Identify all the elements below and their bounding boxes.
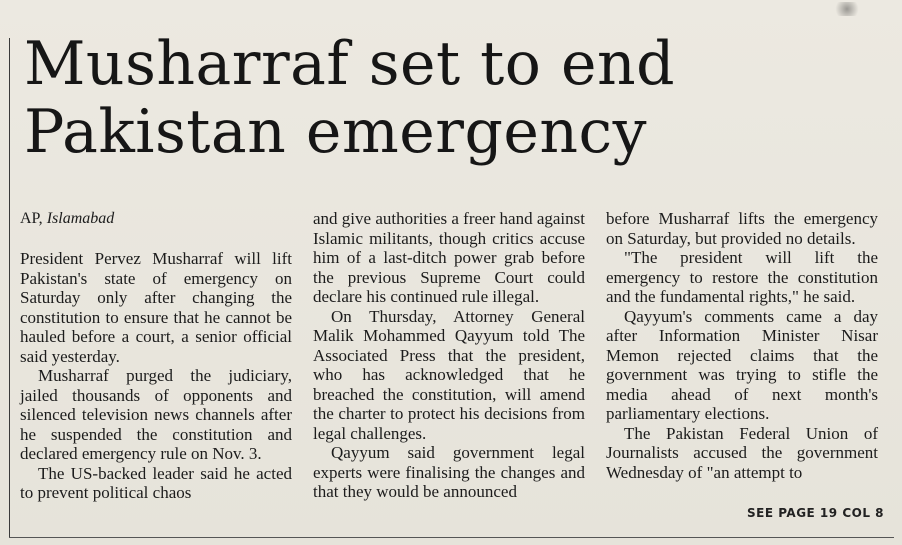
- paragraph: The Pakistan Federal Union of Journalists accused the government Wednesday of "an attempt to: [606, 423, 878, 482]
- dateline: [20, 209, 292, 228]
- paragraph: The US-backed leader said he acted to prevent political chaos: [20, 463, 292, 502]
- dateline-agency: AP,: [20, 210, 43, 227]
- paragraph: President Pervez Musharraf will lift Pakistan's state of emergency on Saturday only after changing the constitution to ensure that he cannot be hauled before a court, a senior official said yesterday.: [20, 249, 292, 366]
- continued-jump-line: SEE PAGE 19 COL 8: [747, 506, 884, 520]
- paragraph: Musharraf purged the judiciary, jailed thousands of opponents and silenced television news channels after he suspended the constitution and declared emergency rule on Nov. 3.: [20, 366, 292, 463]
- left-column-rule: [9, 38, 10, 538]
- paragraph: and give authorities a freer hand against Islamic militants, though critics accuse him of a last-ditch power grab before the previous Supreme Court could declare his continued rule illegal.: [313, 209, 585, 306]
- headline-line-1: Musharraf set to end: [24, 29, 676, 99]
- article-column-3: [606, 209, 878, 482]
- paragraph: Qayyum's comments came a day after Information Minister Nisar Memon rejected claims that the government was trying to stifle the media ahead of next month's parliamentary elections.: [606, 306, 878, 423]
- dateline-place: Islamabad: [46, 210, 115, 227]
- paragraph: before Musharraf lifts the emergency on Saturday, but provided no details.: [606, 209, 878, 248]
- print-smudge: [832, 2, 862, 16]
- article-column-1: [20, 209, 292, 503]
- paragraph: Qayyum said government legal experts were finalising the changes and that they would be announced: [313, 443, 585, 501]
- headline: [24, 30, 884, 166]
- article-column-2: [313, 209, 585, 502]
- paragraph: "The president will lift the emergency to restore the constitution and the fundamental rights," he said.: [606, 248, 878, 306]
- paragraph: On Thursday, Attorney General Malik Mohammed Qayyum told The Associated Press that the president, who has acknowledged that he breached the constitution, will amend the charter to protect his decisions from legal challenges.: [313, 306, 585, 443]
- bottom-rule: [9, 537, 894, 538]
- headline-line-2: Pakistan emergency: [24, 97, 648, 167]
